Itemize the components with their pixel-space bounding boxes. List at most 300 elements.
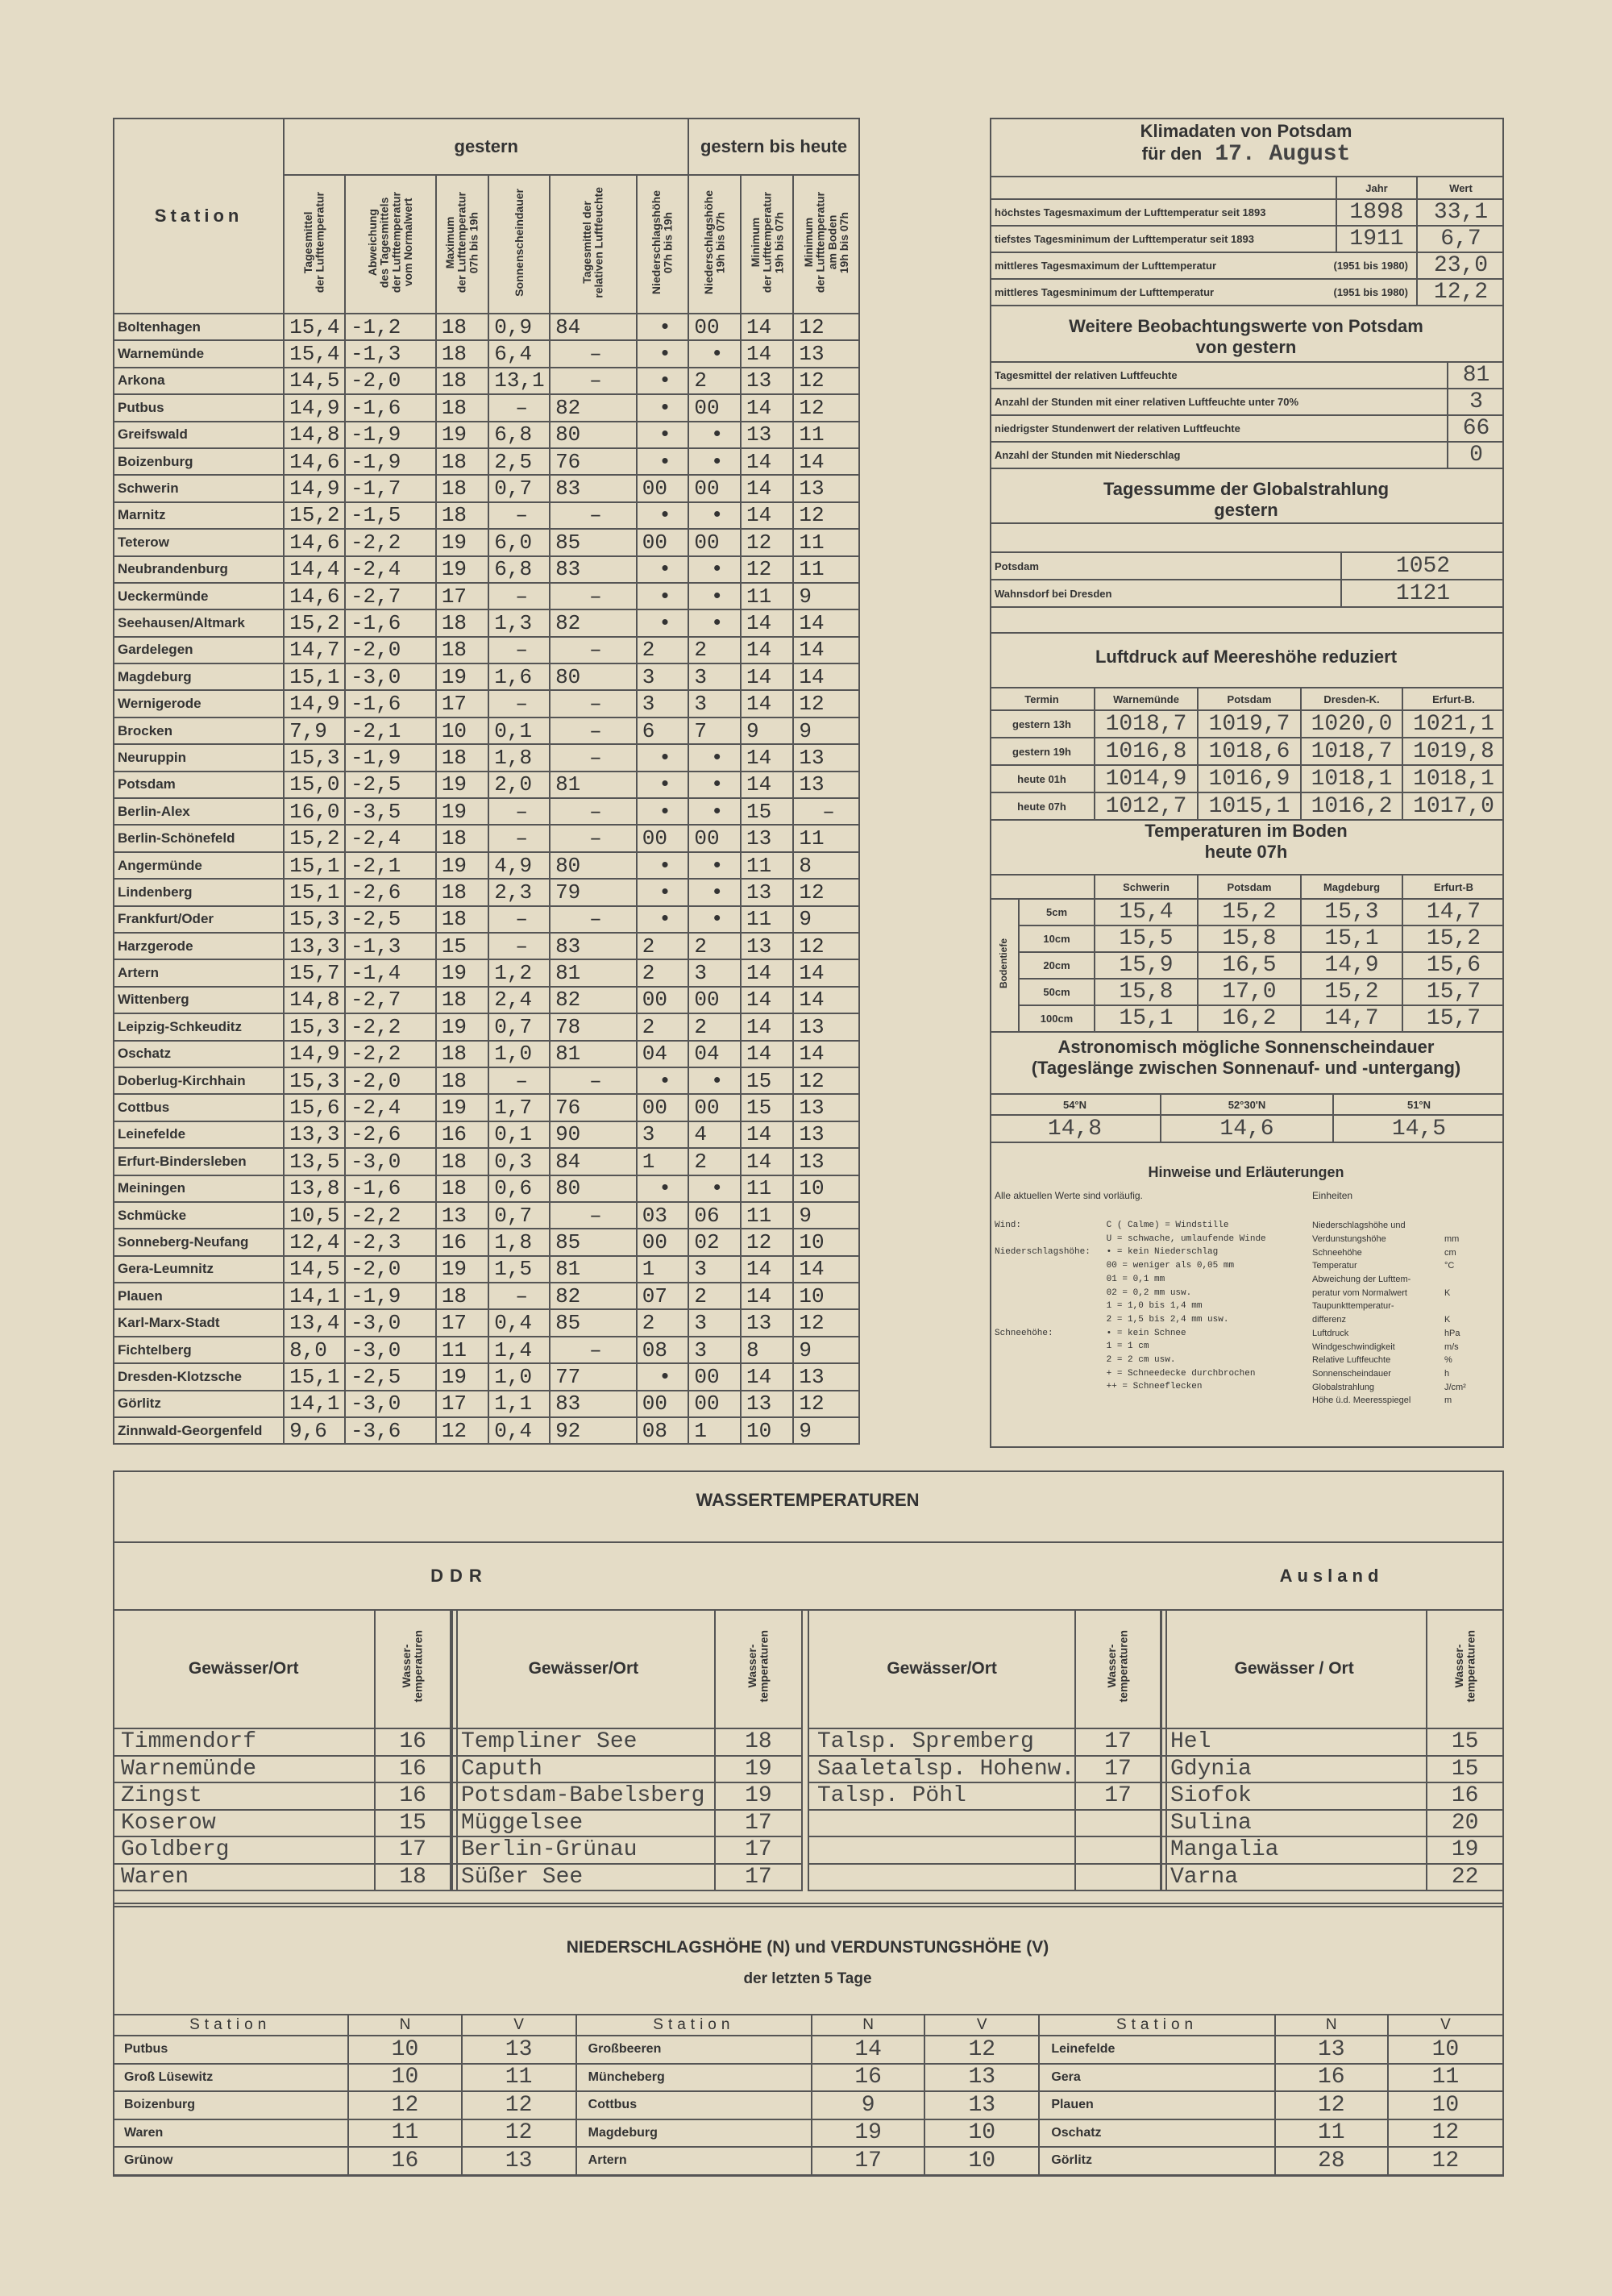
cell-value: 13,5 [284,1148,345,1175]
table-row [114,1202,963,1229]
global-value: 1121 [1341,580,1504,607]
cell-value: -3,5 [345,798,436,825]
cell-value: 92 [550,1417,637,1444]
cell-value: – [550,637,637,663]
luftdruck-value: 1020,0 [1301,710,1402,738]
cell-value: 6,4 [488,340,550,367]
cell-value: 83 [550,933,637,959]
cell-value: 79 [550,879,637,905]
cell-value: • [637,906,689,933]
cell-value: • [637,583,689,609]
nv-station: Plauen [1039,2091,1274,2119]
cell-value: – [550,825,637,851]
klimadaten-date: 17. August [1215,142,1351,167]
cell-value: 18 [436,906,488,933]
cell-value: 15 [741,798,793,825]
cell-value: 2 [688,368,741,394]
station-name: Leinefelde [114,1121,284,1148]
nv-v-value: 10 [1388,2036,1502,2064]
nv-v-value: 13 [924,2064,1039,2092]
unit-symbol: m [1444,1395,1452,1406]
unit-label: Windgeschwindigkeit [1312,1341,1395,1352]
nv-station: Müncheberg [576,2064,812,2092]
cell-value: -3,0 [345,1148,436,1175]
column-header: Minimum der Lufttemperatur am Boden 19h bis 07h [793,175,858,314]
luftdruck-value: 1019,7 [1198,710,1301,738]
cell-value: 12 [741,529,793,555]
cell-value: 2,5 [488,448,550,475]
nv-n-value: 11 [1275,2119,1388,2148]
cell-value: -2,3 [345,1229,436,1255]
weitere-header [990,316,1502,358]
wasser-ort: Templiner See [452,1728,715,1756]
wasser-ort: Varna [1161,1864,1427,1891]
cell-value: 76 [550,448,637,475]
cell-value: 13 [793,744,858,771]
nv-n-value: 10 [348,2036,461,2064]
cell-value: – [488,502,550,529]
cell-value: -1,3 [345,340,436,367]
cell-value: 10 [793,1229,858,1255]
boden-depth: 20cm [1019,952,1095,979]
wasser-ort: Berlin-Grünau [452,1836,715,1864]
unit-symbol: % [1444,1355,1452,1366]
wasser-row [1161,1864,1502,1891]
cell-value: 2 [688,1283,741,1309]
global-table [990,551,1504,608]
cell-value: 81 [550,1256,637,1283]
cell-value: • [637,772,689,798]
cell-value: -3,0 [345,1391,436,1417]
cell-value: 1 [637,1256,689,1283]
nv-station: Leinefelde [1039,2036,1274,2064]
nv-n-value: 28 [1275,2147,1388,2175]
cell-value: -1,6 [345,1175,436,1202]
unit-symbol: K [1444,1315,1451,1325]
cell-value: 1,0 [488,1041,550,1067]
cell-value: 15,1 [284,663,345,690]
wasser-temp: 16 [375,1728,451,1756]
nv-v-value: 13 [924,2091,1039,2119]
cell-value: -1,6 [345,609,436,636]
luftdruck-value: 1018,7 [1301,738,1402,765]
station-name: Neubrandenburg [114,556,284,583]
cell-value: 7 [688,718,741,744]
luftdruck-header: Warnemünde [1095,688,1198,710]
station-name: Oschatz [114,1041,284,1067]
table-row [114,852,963,879]
unit-label: Schneehöhe [1312,1247,1362,1258]
table-row [114,556,963,583]
cell-value: 9,6 [284,1417,345,1444]
wasser-temp-header: Wasser- temperaturen [375,1609,451,1728]
cell-value: 80 [550,663,637,690]
cell-value: 4 [688,1121,741,1148]
station-name: Boltenhagen [114,314,284,340]
column-header: Minimum der Lufttemperatur 19h bis 07h [741,175,793,314]
cell-value: 18 [436,879,488,905]
cell-value: 3 [688,1309,741,1336]
cell-value: 00 [688,475,741,501]
station-name: Teterow [114,529,284,555]
luftdruck-title: Luftdruck auf Meereshöhe reduziert [1095,647,1398,667]
boden-depth: 50cm [1019,979,1095,1005]
cell-value: • [688,556,741,583]
nv-v-header: V [462,2015,576,2036]
unit-row [1312,1219,1473,1233]
table-row [114,583,963,609]
cell-value: • [637,340,689,367]
cell-value: -2,0 [345,637,436,663]
cell-value: 1,0 [488,1363,550,1390]
cell-value: 14,1 [284,1283,345,1309]
nv-v-value: 12 [924,2036,1039,2064]
cell-value: 14,5 [284,368,345,394]
cell-value: 13 [741,825,793,851]
unit-label: Relative Luftfeuchte [1312,1355,1391,1366]
table-row [114,1391,963,1417]
wasser-row [452,1864,808,1891]
cell-value: 13,8 [284,1175,345,1202]
cell-value: 90 [550,1121,637,1148]
nv-v-value: 12 [1388,2119,1502,2148]
cell-value: – [488,583,550,609]
boden-depth: 10cm [1019,925,1095,952]
luftdruck-row [990,792,1504,820]
cell-value: 13 [741,368,793,394]
cell-value: -3,0 [345,1337,436,1363]
cell-value: 14 [793,448,858,475]
boden-header: Potsdam [1198,875,1301,899]
cell-value: 10,5 [284,1202,345,1229]
nv-station: Großbeeren [576,2036,812,2064]
wasser-temp: 17 [1075,1782,1161,1810]
cell-value: -1,9 [345,448,436,475]
cell-value: 00 [688,314,741,340]
luftdruck-termin: heute 01h [990,765,1095,792]
cell-value: 9 [793,906,858,933]
cell-value: 3 [688,690,741,717]
cell-value: 12,4 [284,1229,345,1255]
cell-value: 8 [793,852,858,879]
station-name: Fichtelberg [114,1337,284,1363]
boden-value: 15,8 [1095,979,1198,1005]
cell-value: 19 [436,798,488,825]
cell-value: 18 [436,987,488,1013]
cell-value: 14 [793,609,858,636]
cell-value: 14 [741,448,793,475]
table-row [114,1121,963,1148]
cell-value: 14,8 [284,422,345,448]
hinweise-title: Hinweise und Erläuterungen [1148,1164,1344,1180]
wasser-ort [808,1836,1075,1864]
cell-value: -2,0 [345,368,436,394]
cell-value: • [637,1067,689,1094]
cell-value: 14,6 [284,583,345,609]
wasser-row [452,1810,808,1837]
table-row [114,987,963,1013]
cell-value: 14 [741,1121,793,1148]
cell-value: -1,9 [345,744,436,771]
cell-value: 15,2 [284,502,345,529]
cell-value: – [488,1067,550,1094]
weitere-title: Weitere Beobachtungswerte von Potsdam [1069,316,1423,336]
nv-n-header: N [1275,2015,1388,2036]
cell-value: 76 [550,1094,637,1121]
cell-value: 15,2 [284,609,345,636]
klimadaten-title: Klimadaten von Potsdam [1140,121,1352,141]
cell-value: 00 [688,987,741,1013]
cell-value: 1 [688,1417,741,1444]
nv-n-value: 13 [1275,2036,1388,2064]
cell-value: • [688,1175,741,1202]
cell-value: -1,3 [345,933,436,959]
cell-value: 9 [741,718,793,744]
unit-row [1312,1259,1473,1273]
table-row [114,609,963,636]
unit-label: Luftdruck [1312,1328,1349,1338]
nv-v-value: 12 [462,2091,576,2119]
boden-row [990,952,1504,979]
cell-value: -2,0 [345,1256,436,1283]
station-name: Berlin-Alex [114,798,284,825]
wasser-temp: 18 [715,1728,802,1756]
wasser-ort: Timmendorf [113,1728,375,1756]
unit-label: Sonnenscheindauer [1312,1368,1391,1379]
unit-label: peratur vom Normalwert [1312,1287,1407,1298]
nv-station: Görlitz [1039,2147,1274,2175]
cell-value: • [637,879,689,905]
weitere-subtitle: von gestern [1195,337,1297,357]
cell-value: 10 [793,1175,858,1202]
nv-n-value: 11 [348,2119,461,2148]
cell-value: -2,4 [345,1094,436,1121]
cell-value: -2,7 [345,987,436,1013]
wasser-ort: Sulina [1161,1810,1427,1837]
column-header: Tagesmittel der Lufttemperatur [284,175,345,314]
cell-value: 12 [793,879,858,905]
wasser-row [452,1728,808,1756]
wasser-ort: Saaletalsp. Hohenw. [808,1756,1075,1783]
niederschlag-table [113,2014,1502,2176]
cell-value: -2,7 [345,583,436,609]
cell-value: -2,6 [345,879,436,905]
wasser-ort: Hel [1161,1728,1427,1756]
cell-value: – [488,798,550,825]
wasser-row [1161,1756,1502,1783]
unit-row [1312,1273,1473,1287]
luftdruck-header: Dresden-K. [1301,688,1402,710]
klimadaten-header [990,121,1502,167]
wasser-temp: 17 [375,1836,451,1864]
cell-value: 18 [436,340,488,367]
cell-value: 2 [688,1013,741,1040]
cell-value: 19 [436,556,488,583]
boden-row [990,925,1504,952]
cell-value: 0,1 [488,1121,550,1148]
wasser-temp: 17 [1075,1756,1161,1783]
cell-value: 00 [637,529,689,555]
nv-n-header: N [348,2015,461,2036]
table-row [114,1148,963,1175]
cell-value: 14 [741,1256,793,1283]
cell-value: 82 [550,394,637,421]
klimadaten-table [990,176,1504,306]
cell-value: 15,0 [284,772,345,798]
luftdruck-value: 1016,2 [1301,792,1402,820]
cell-value: 00 [637,475,689,501]
astro-header [990,1037,1502,1079]
cell-value: 1 [637,1148,689,1175]
cell-value: -2,0 [345,1067,436,1094]
cell-value: – [488,1283,550,1309]
cell-value: 12 [741,556,793,583]
station-name: Marnitz [114,502,284,529]
klima-row-label: höchstes Tagesmaximum der Lufttemperatur seit 1893 [990,199,1336,226]
cell-value: 14 [741,987,793,1013]
unit-row [1312,1354,1473,1367]
cell-value: 3 [688,1256,741,1283]
nv-v-value: 11 [1388,2064,1502,2092]
cell-value: 14 [741,340,793,367]
nv-row [113,2091,1502,2119]
boden-value: 15,4 [1095,899,1198,925]
table-row [114,394,963,421]
wasser-row [1161,1728,1502,1756]
cell-value: 78 [550,1013,637,1040]
nv-station: Cottbus [576,2091,812,2119]
cell-value: 00 [637,1229,689,1255]
station-name: Potsdam [114,772,284,798]
boden-value: 15,2 [1198,899,1301,925]
cell-value: • [637,744,689,771]
cell-value: 14 [741,394,793,421]
cell-value: 14,1 [284,1391,345,1417]
cell-value: 14,6 [284,529,345,555]
cell-value: 19 [436,422,488,448]
column-header: Niederschlagshöhe 19h bis 07h [688,175,741,314]
station-name: Seehausen/Altmark [114,609,284,636]
group-header-gestern: gestern [284,119,688,175]
nv-n-value: 16 [812,2064,924,2092]
unit-symbol [1444,1219,1473,1233]
nv-n-value: 12 [348,2091,461,2119]
cell-value: 11 [793,422,858,448]
cell-value: 08 [637,1417,689,1444]
cell-value: 11 [793,529,858,555]
station-name: Erfurt-Bindersleben [114,1148,284,1175]
table-row [114,1256,963,1283]
luftdruck-value: 1016,8 [1095,738,1198,765]
table-row [114,637,963,663]
wasser-temp: 15 [375,1810,451,1837]
cell-value: 3 [637,1121,689,1148]
unit-symbol: hPa [1444,1328,1460,1338]
cell-value: 13 [793,475,858,501]
cell-value: 12 [436,1417,488,1444]
cell-value: 1,6 [488,663,550,690]
nv-v-value: 12 [1388,2147,1502,2175]
wasser-temp [1075,1864,1161,1891]
cell-value: 00 [637,1094,689,1121]
unit-label: Taupunkttemperatur- [1312,1301,1394,1312]
wasser-row [113,1810,457,1837]
cell-value: 18 [436,637,488,663]
nv-n-value: 16 [348,2147,461,2175]
boden-value: 14,9 [1301,952,1402,979]
cell-value: • [637,394,689,421]
nv-station: Boizenburg [113,2091,348,2119]
klimadaten-value-header: Wert [1417,177,1504,199]
cell-value: 80 [550,1175,637,1202]
nv-station: Putbus [113,2036,348,2064]
cell-value: 14 [793,987,858,1013]
cell-value: 08 [637,1337,689,1363]
cell-value: 0,9 [488,314,550,340]
station-name: Gera-Leumnitz [114,1256,284,1283]
cell-value: • [688,906,741,933]
unit-label: differenz [1312,1315,1346,1325]
cell-value: 6,8 [488,556,550,583]
cell-value: 12 [793,1391,858,1417]
cell-value: • [688,1067,741,1094]
cell-value: – [488,637,550,663]
klima-row-value: 33,1 [1417,199,1504,226]
nv-n-value: 12 [1275,2091,1388,2119]
wasser-row [113,1836,457,1864]
klima-row-value: 12,2 [1417,279,1504,306]
cell-value: 9 [793,583,858,609]
weitere-label: Anzahl der Stunden mit Niederschlag [990,442,1448,468]
cell-value: • [688,609,741,636]
cell-value: 1,5 [488,1256,550,1283]
cell-value: 14 [741,1148,793,1175]
cell-value: 2,0 [488,772,550,798]
wasser-temp: 17 [715,1810,802,1837]
luftdruck-row [990,710,1504,738]
cell-value: 2 [637,637,689,663]
cell-value: 11 [741,1175,793,1202]
cell-value: • [637,422,689,448]
station-name: Schwerin [114,475,284,501]
cell-value: 14 [793,663,858,690]
cell-value: 00 [688,1391,741,1417]
cell-value: -3,6 [345,1417,436,1444]
cell-value: • [637,502,689,529]
cell-value: 18 [436,314,488,340]
cell-value: 82 [550,987,637,1013]
station-name: Berlin-Schönefeld [114,825,284,851]
cell-value: 13 [793,772,858,798]
wasser-temp [1075,1810,1161,1837]
nv-v-value: 10 [924,2147,1039,2175]
wasser-row [113,1864,457,1891]
table-row [114,879,963,905]
unit-row [1312,1233,1473,1246]
cell-value: 6,8 [488,422,550,448]
cell-value: 18 [436,1175,488,1202]
boden-row [990,899,1504,925]
boden-value: 15,1 [1095,1005,1198,1032]
wasser-group [113,1609,458,1891]
cell-value: 18 [436,1041,488,1067]
cell-value: -2,1 [345,718,436,744]
cell-value: 06 [688,1202,741,1229]
cell-value: 13 [741,1309,793,1336]
station-name: Karl-Marx-Stadt [114,1309,284,1336]
wasser-row [808,1782,1166,1810]
weitere-label: Tagesmittel der relativen Luftfeuchte [990,362,1448,389]
